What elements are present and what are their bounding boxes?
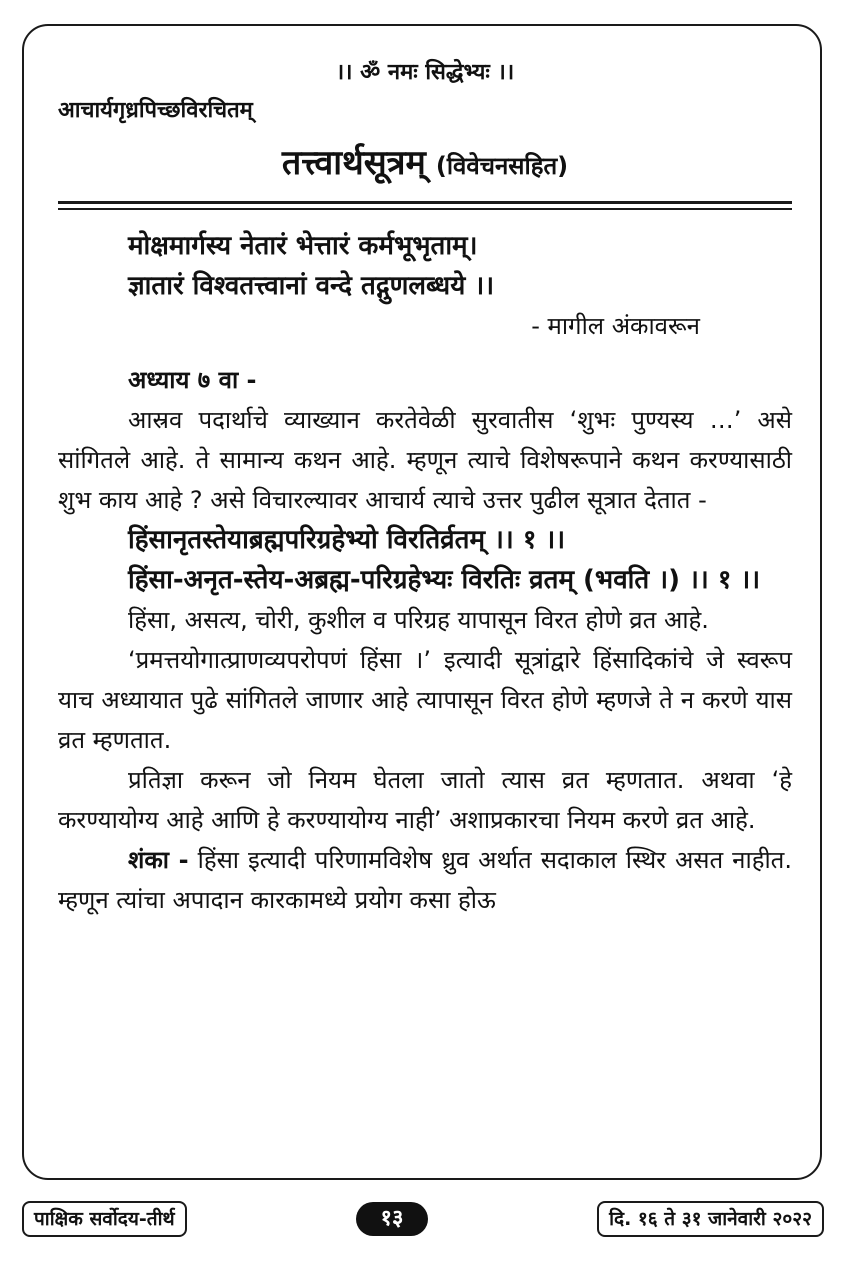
attribution: - मागील अंकावरून: [531, 312, 700, 340]
doubt-text: हिंसा इत्यादी परिणामविशेष ध्रुव अर्थात सदाकाल स्थिर असत नाहीत. म्हणून त्यांचा अपादान कारकामध्ये प्रयोग कसा होऊ: [58, 846, 792, 914]
invocation: ।। ॐ नमः सिद्धेभ्यः ।।: [335, 60, 515, 85]
page-title: तत्त्वार्थसूत्रम्: [281, 143, 426, 183]
verse-line-2: ज्ञातारं विश्वतत्त्वानां वन्दे तद्गुणलब्धये ।।: [128, 271, 495, 301]
issue-date: दि. १६ ते ३१ जानेवारी २०२२: [597, 1201, 824, 1237]
intro-paragraph: आस्रव पदार्थाचे व्याख्यान करतेवेळी सुरवातीस ‘शुभः पुण्यस्य …’ असे सांगितले आहे. ते सामान्य कथन आहे. म्हणून त्याचे विशेषरूपाने कथन करण्यासाठी शुभ काय आहे ? असे विचारल्यावर आचार्य त्याचे उत्तर पुढील सूत्रात देतात -: [58, 406, 792, 514]
sutra: हिंसानृतस्तेयाब्रह्मपरिग्रहेभ्यो विरतिर्व्रतम् ।। १ ।।: [128, 525, 566, 555]
paragraph-2: ‘प्रमत्तयोगात्प्राणव्यपरोपणं हिंसा ।’ इत्यादी सूत्रांद्वारे हिंसादिकांचे जे स्वरूप याच अध्यायात पुढे सांगितले जाणार आहे त्यापासून विरत होणे म्हणजे ते न करणे यास व्रत म्हणतात.: [58, 646, 792, 754]
paragraph-1: हिंसा, असत्य, चोरी, कुशील व परिग्रह यापासून विरत होणे व्रत आहे.: [128, 606, 709, 634]
page-subtitle: (विवेचनसहित): [435, 152, 569, 180]
doubt-label: शंका -: [128, 846, 189, 874]
chapter-heading: अध्याय ७ वा -: [128, 366, 257, 394]
paragraph-3: प्रतिज्ञा करून जो नियम घेतला जातो त्यास व्रत म्हणतात. अथवा ‘हे करण्यायोग्य आहे आणि हे करण्यायोग्य नाही’ अशाप्रकारचा नियम करणे व्रत आहे.: [58, 766, 792, 834]
divider: [58, 201, 792, 204]
publication-name: पाक्षिक सर्वोदय-तीर्थ: [22, 1201, 187, 1237]
title-block: [0, 138, 850, 184]
author-line: आचार्यगृध्रपिच्छविरचितम्: [58, 98, 253, 123]
sutra-split: हिंसा-अनृत-स्तेय-अब्रह्म-परिग्रहेभ्यः विरतिः व्रतम् (भवति ।) ।। १ ।।: [128, 565, 761, 595]
doubt-paragraph: [58, 840, 792, 920]
page-number: १३: [356, 1202, 428, 1236]
divider: [58, 208, 792, 210]
article-body: [58, 226, 792, 920]
verse-line-1: मोक्षमार्गस्य नेतारं भेत्तारं कर्मभूभृताम्।: [128, 231, 478, 261]
